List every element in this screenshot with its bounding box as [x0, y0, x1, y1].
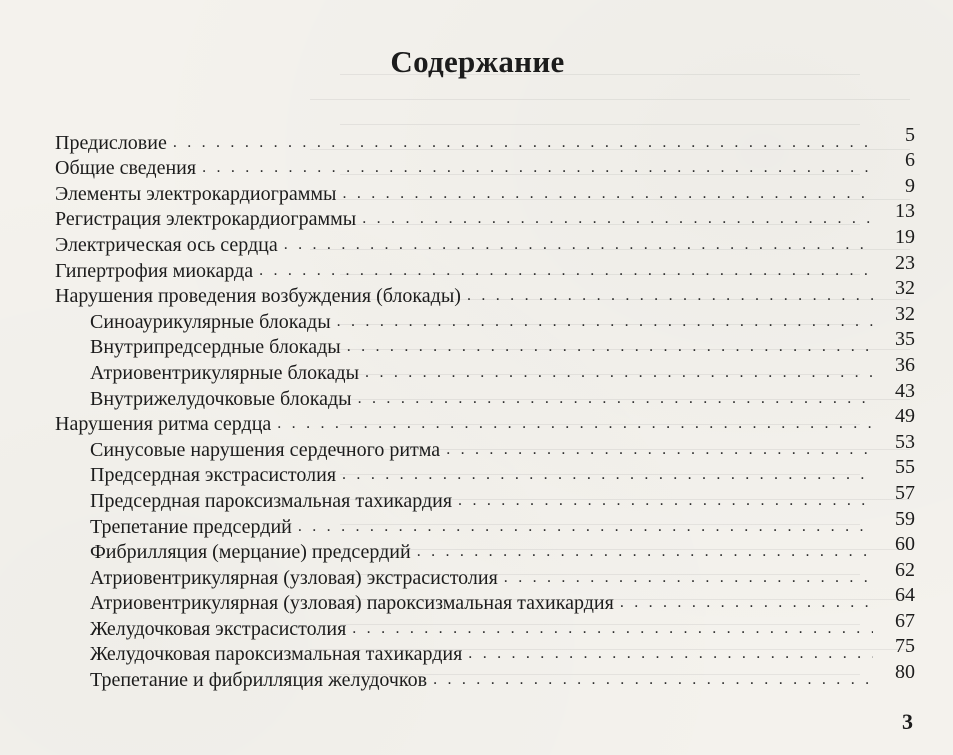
- toc-entry-page: 13: [895, 200, 915, 223]
- toc-dot-leader: [337, 311, 873, 333]
- toc-dot-leader: [342, 183, 873, 205]
- toc-subentry: [55, 584, 915, 615]
- toc-dot-leader: [298, 516, 873, 538]
- toc-entry-page: 60: [895, 533, 915, 556]
- toc-entry-page: 75: [895, 635, 915, 658]
- toc-subentry: [55, 328, 915, 359]
- toc-entry-page: 49: [895, 405, 915, 428]
- toc-dot-leader: [362, 208, 873, 230]
- toc-entry-page: 23: [895, 251, 915, 274]
- toc-entry-page: 57: [895, 481, 915, 504]
- toc-dot-leader: [277, 413, 873, 435]
- toc-dot-leader: [342, 464, 873, 486]
- toc-entry: [55, 277, 915, 308]
- toc-entry-label: Предсердная экстрасистолия: [90, 464, 337, 487]
- toc-entry-page: 64: [895, 584, 915, 607]
- toc-dot-leader: [433, 669, 873, 691]
- toc-entry-label: Трепетание предсердий: [90, 515, 292, 538]
- toc-entry-label: Предсердная пароксизмальная тахикардия: [90, 489, 453, 512]
- toc-subentry: [55, 430, 915, 461]
- toc-entry: [55, 200, 915, 231]
- toc-entry: [55, 251, 915, 282]
- toc-entry: [55, 149, 915, 180]
- toc-dot-leader: [352, 618, 873, 640]
- toc-entry-label: Фибрилляция (мерцание) предсердий: [90, 541, 411, 564]
- toc-entry-label: Нарушения ритма сердца: [55, 413, 272, 436]
- toc-subentry: [55, 456, 915, 487]
- toc-subentry: [55, 379, 915, 410]
- toc-entry-label: Гипертрофия миокарда: [55, 259, 254, 282]
- page-number: 3: [902, 709, 913, 734]
- toc-entry-label: Желудочковая пароксизмальная тахикардия: [90, 643, 463, 666]
- page-title-text: Содержание: [390, 44, 565, 79]
- toc-dot-leader: [365, 362, 873, 384]
- toc-entry-page: 67: [895, 609, 915, 632]
- toc-entry-page: 53: [895, 430, 915, 453]
- toc-entry-label: Внутрижелудочковые блокады: [90, 387, 352, 410]
- toc-dot-leader: [458, 490, 873, 512]
- toc-entry-page: 32: [895, 302, 915, 325]
- toc-subentry: [55, 481, 915, 512]
- toc-entry-label: Электрическая ось сердца: [55, 233, 278, 256]
- toc-dot-leader: [468, 643, 873, 665]
- toc-entry-label: Атриовентрикулярная (узловая) экстрасистолия: [90, 566, 498, 589]
- toc-entry-page: 5: [905, 123, 915, 146]
- toc-entry-page: 19: [895, 225, 915, 248]
- toc-subentry: [55, 661, 915, 692]
- toc-entry-page: 59: [895, 507, 915, 530]
- toc-entry-label: Желудочковая экстрасистолия: [90, 617, 347, 640]
- toc-entry-page: 55: [895, 456, 915, 479]
- toc-entry-page: 9: [905, 174, 915, 197]
- toc-entry-label: Нарушения проведения возбуждения (блокады): [55, 285, 461, 308]
- toc-dot-leader: [347, 336, 873, 358]
- toc-entry-label: Трепетание и фибрилляция желудочков: [90, 669, 428, 692]
- toc-dot-leader: [467, 285, 873, 307]
- table-of-contents: [55, 123, 915, 692]
- toc-dot-leader: [173, 132, 873, 154]
- toc-entry: [55, 123, 915, 154]
- toc-entry-page: 36: [895, 353, 915, 376]
- toc-subentry: [55, 353, 915, 384]
- page-title: [0, 44, 953, 80]
- toc-entry-page: 80: [895, 661, 915, 684]
- toc-dot-leader: [504, 567, 873, 589]
- toc-entry-label: Регистрация электрокардиограммы: [55, 208, 357, 231]
- toc-entry-page: 43: [895, 379, 915, 402]
- toc-dot-leader: [620, 592, 873, 614]
- toc-subentry: [55, 302, 915, 333]
- toc-subentry: [55, 558, 915, 589]
- toc-entry: [55, 174, 915, 205]
- toc-entry-label: Синусовые нарушения сердечного ритма: [90, 438, 441, 461]
- toc-entry-label: Элементы электрокардиограммы: [55, 182, 337, 205]
- toc-entry-page: 62: [895, 558, 915, 581]
- toc-subentry: [55, 635, 915, 666]
- toc-dot-leader: [358, 388, 873, 410]
- toc-dot-leader: [446, 439, 873, 461]
- toc-entry: [55, 405, 915, 436]
- toc-entry-label: Предисловие: [55, 131, 167, 154]
- toc-entry-label: Внутрипредсердные блокады: [90, 336, 341, 359]
- toc-subentry: [55, 533, 915, 564]
- toc-dot-leader: [417, 541, 873, 563]
- toc-entry-page: 32: [895, 277, 915, 300]
- toc-subentry: [55, 609, 915, 640]
- toc-dot-leader: [284, 234, 873, 256]
- toc-entry-page: 35: [895, 328, 915, 351]
- toc-entry-label: Атриовентрикулярная (узловая) пароксизмальная тахикардия: [90, 592, 614, 615]
- toc-entry-page: 6: [905, 149, 915, 172]
- toc-subentry: [55, 507, 915, 538]
- toc-entry-label: Синоаурикулярные блокады: [90, 310, 331, 333]
- toc-entry: [55, 225, 915, 256]
- toc-entry-label: Общие сведения: [55, 157, 197, 180]
- toc-dot-leader: [202, 157, 873, 179]
- toc-entry-label: Атриовентрикулярные блокады: [90, 361, 360, 384]
- toc-dot-leader: [259, 260, 873, 282]
